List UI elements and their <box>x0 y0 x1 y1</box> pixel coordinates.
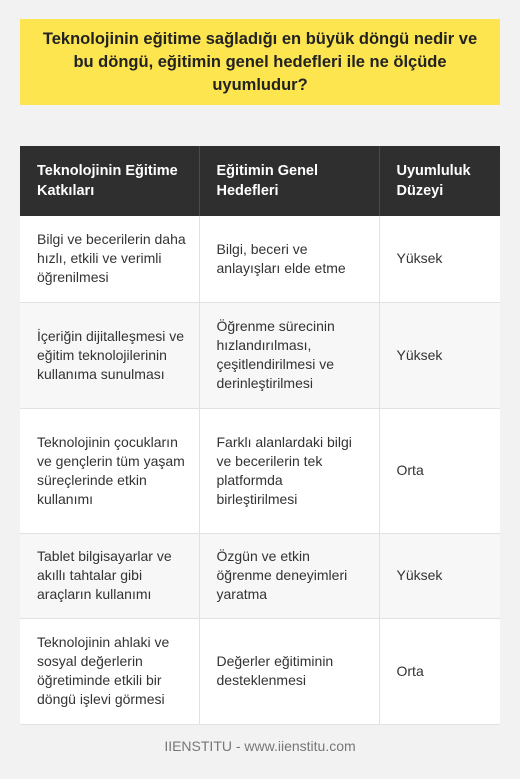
header-technology-contributions: Teknolojinin Eğitime Katkıları <box>20 146 199 216</box>
table-row <box>20 618 500 724</box>
cell-compatibility: Orta <box>379 408 500 533</box>
header-compatibility-level: Uyumluluk Düzeyi <box>379 146 500 216</box>
cell-goal: Farklı alanlardaki bilgi ve becerilerin tek platformda birleştirilmesi <box>199 408 379 533</box>
title-banner <box>20 19 500 105</box>
cell-compatibility: Yüksek <box>379 302 500 408</box>
cell-goal: Bilgi, beceri ve anlayışları elde etme <box>199 216 379 302</box>
cell-goal: Değerler eğitiminin desteklenmesi <box>199 618 379 724</box>
header-education-goals: Eğitimin Genel Hedefleri <box>199 146 379 216</box>
cell-contribution: Teknolojinin ahlaki ve sosyal değerlerin öğretiminde etkili bir döngü işlevi görmesi <box>20 618 199 724</box>
table-body <box>20 216 500 724</box>
table-row <box>20 302 500 408</box>
cell-goal: Özgün ve etkin öğrenme deneyimleri yaratma <box>199 533 379 618</box>
cell-compatibility: Yüksek <box>379 216 500 302</box>
comparison-table <box>20 146 500 725</box>
table-row <box>20 216 500 302</box>
cell-contribution: Teknolojinin çocukların ve gençlerin tüm yaşam süreçlerinde etkin kullanımı <box>20 408 199 533</box>
cell-contribution: Bilgi ve becerilerin daha hızlı, etkili ve verimli öğrenilmesi <box>20 216 199 302</box>
cell-compatibility: Orta <box>379 618 500 724</box>
table-row <box>20 533 500 618</box>
table-row <box>20 408 500 533</box>
table-header <box>20 146 500 216</box>
cell-contribution: Tablet bilgisayarlar ve akıllı tahtalar gibi araçların kullanımı <box>20 533 199 618</box>
page-title: Teknolojinin eğitime sağladığı en büyük döngü nedir ve bu döngü, eğitimin genel hedefleri ile ne ölçüde uyumludur? <box>42 29 478 94</box>
footer-credit: IIENSTITU - www.iienstitu.com <box>164 738 356 754</box>
cell-contribution: İçeriğin dijitalleşmesi ve eğitim teknolojilerinin kullanıma sunulması <box>20 302 199 408</box>
cell-compatibility: Yüksek <box>379 533 500 618</box>
cell-goal: Öğrenme sürecinin hızlandırılması, çeşitlendirilmesi ve derinleştirilmesi <box>199 302 379 408</box>
header-row <box>20 146 500 216</box>
